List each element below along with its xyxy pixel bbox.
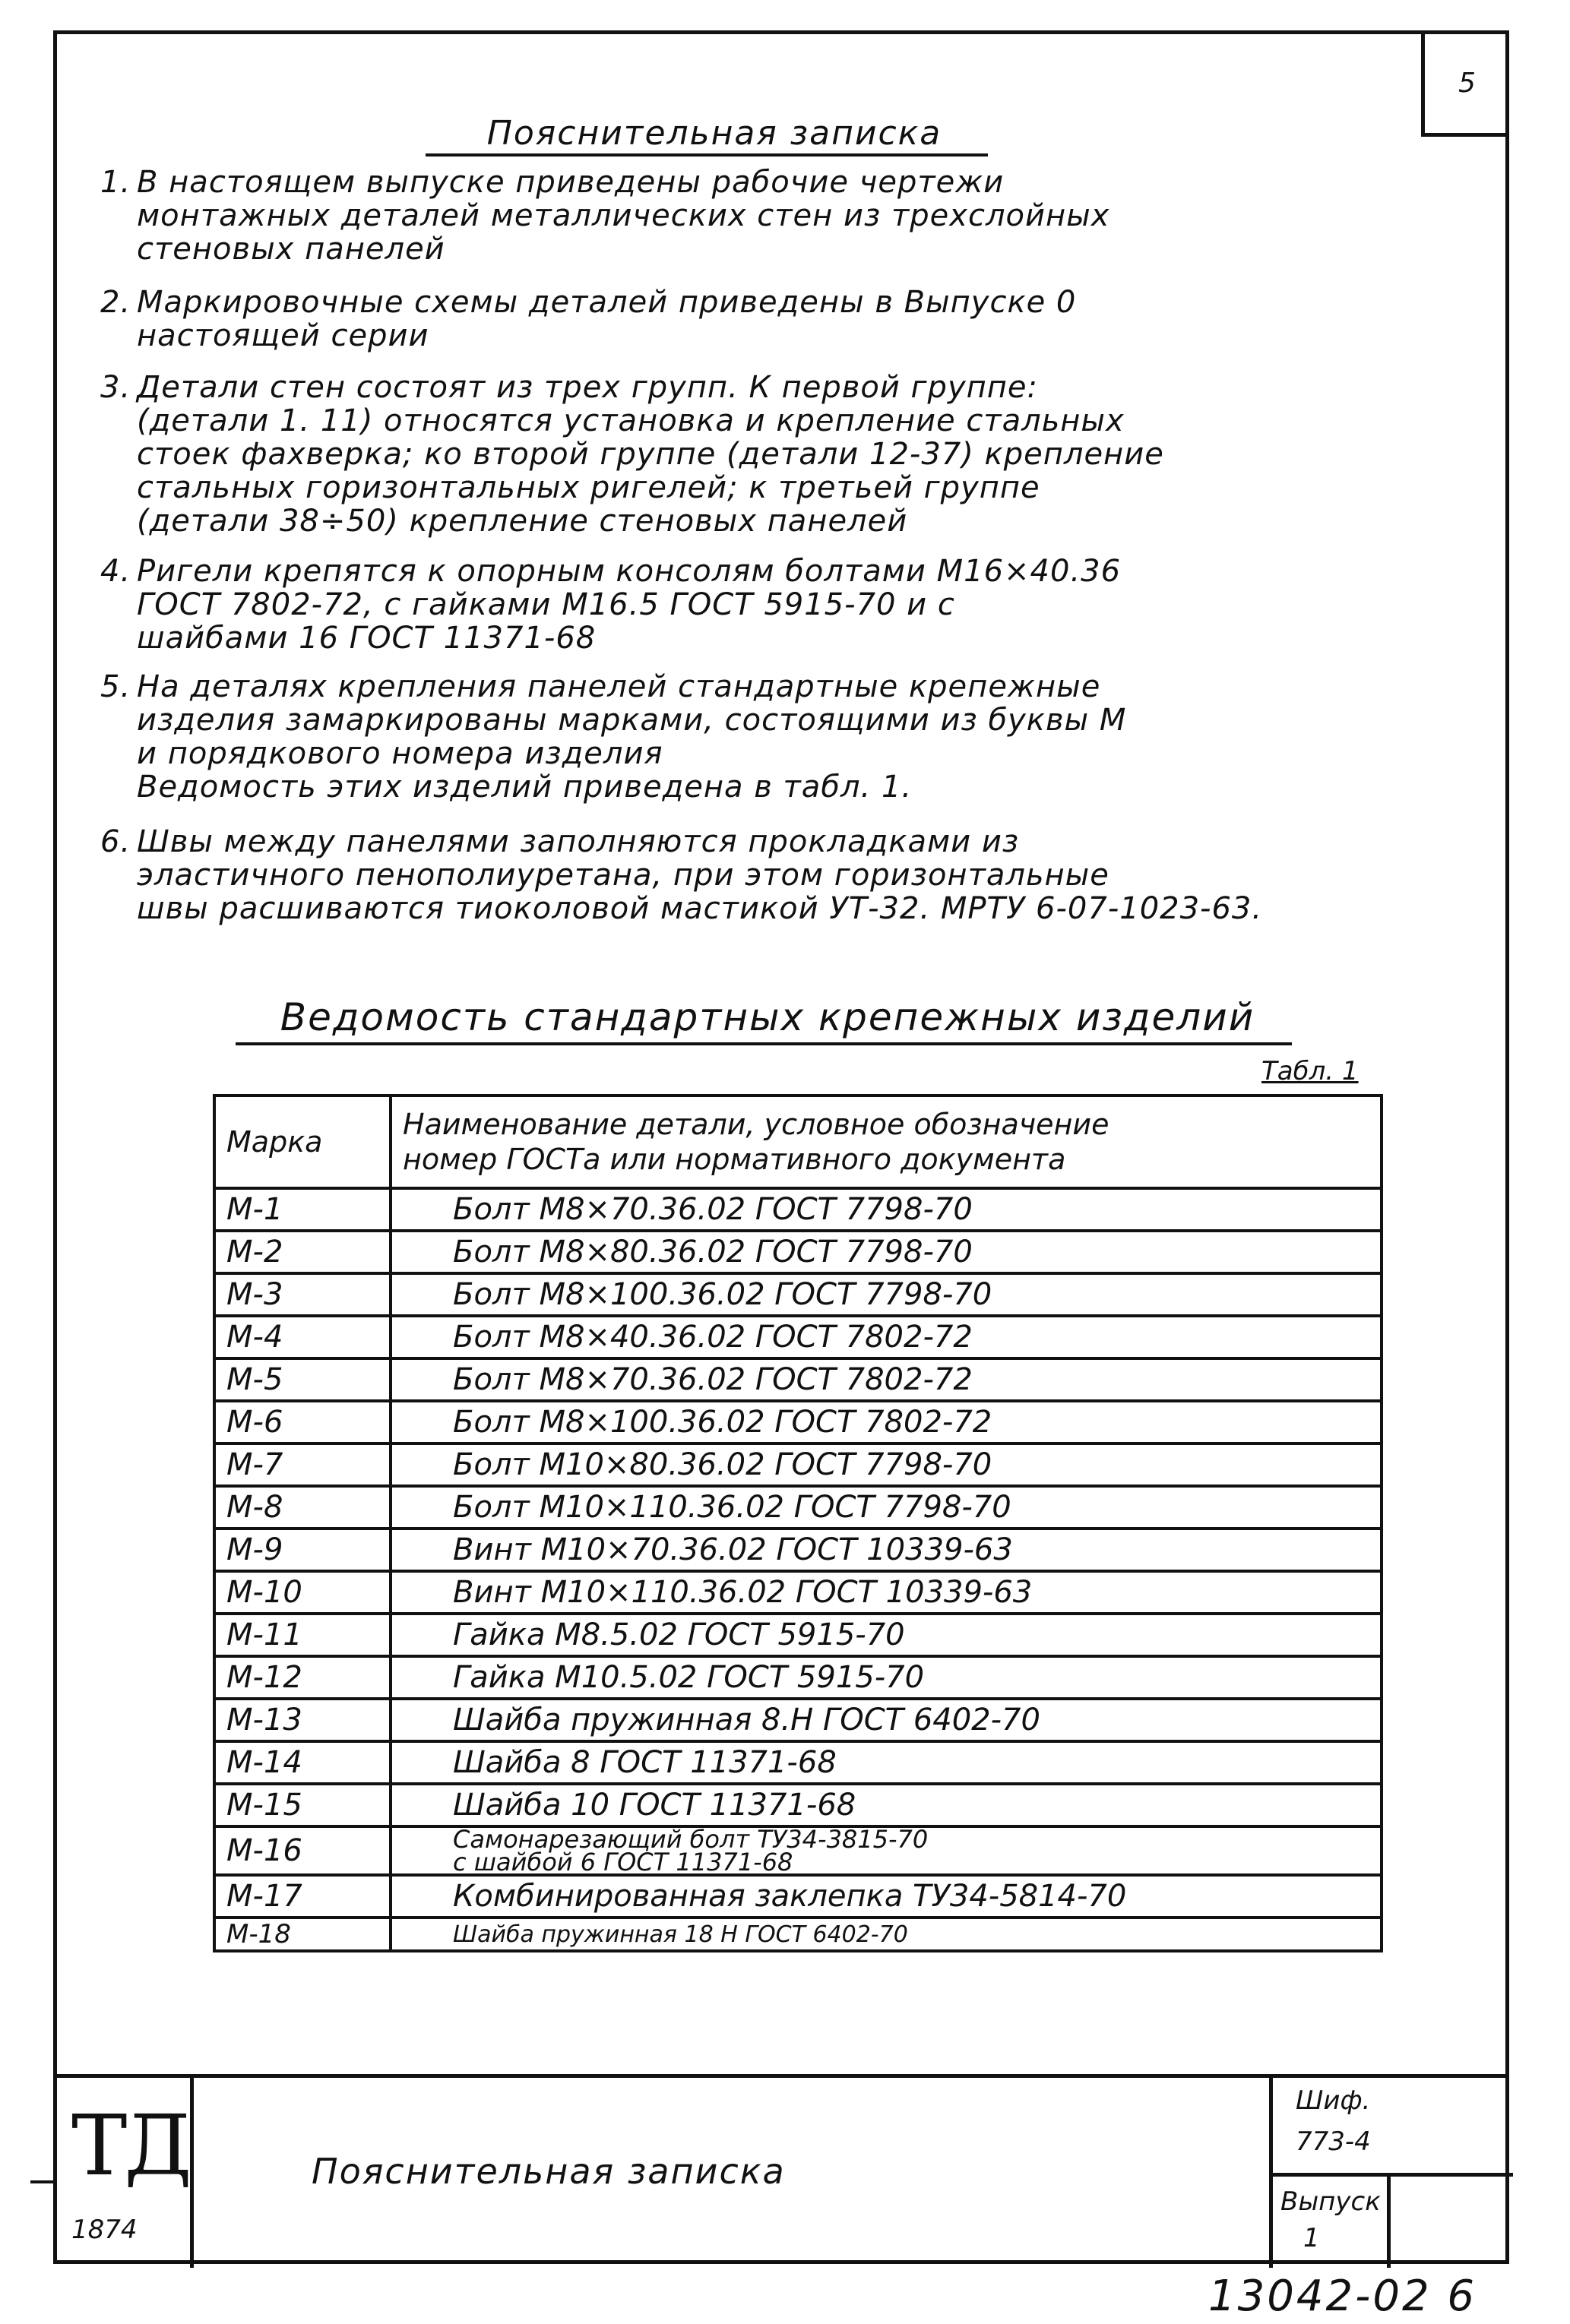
issue-label: Выпуск — [1280, 2186, 1381, 2217]
note-line: Ведомость этих изделий приведена в табл. 1. — [137, 770, 913, 805]
issue-divider — [1387, 2173, 1391, 2268]
note-line: шайбами 16 ГОСТ 11371-68 — [137, 621, 597, 656]
note-line: монтажных деталей металлических стен из трехслойных — [137, 198, 1110, 233]
row-name: Шайба 10 ГОСТ 11371-68 — [391, 1784, 1382, 1826]
row-mark: М-6 — [214, 1401, 391, 1443]
table-row — [214, 1571, 1382, 1614]
row-name: Комбинированная заклепка ТУ34-5814-70 — [391, 1875, 1382, 1918]
header-name — [391, 1096, 1382, 1188]
note-number: 6. — [100, 824, 131, 859]
note-4 — [100, 554, 1474, 656]
note-line: Швы между панелями заполняются прокладками из — [137, 824, 1020, 859]
row-mark: М-14 — [214, 1741, 391, 1784]
page-number: 5 — [1421, 33, 1509, 137]
row-name — [391, 1826, 1382, 1875]
table-title: Ведомость стандартных крепежных изделий — [280, 995, 1255, 1039]
table-row — [214, 1918, 1382, 1951]
note-number: 3. — [100, 370, 131, 405]
table-row — [214, 1231, 1382, 1273]
row-mark: М-3 — [214, 1273, 391, 1316]
note-1 — [100, 165, 1474, 267]
table-row — [214, 1656, 1382, 1699]
table-label: Табл. 1 — [1261, 1056, 1359, 1086]
note-line: стоек фахверка; ко второй группе (детали 12-37) крепление — [137, 437, 1164, 472]
table-title-underline — [236, 1042, 1292, 1045]
table-row — [214, 1316, 1382, 1358]
row-mark: М-10 — [214, 1571, 391, 1614]
table-row — [214, 1358, 1382, 1401]
row-mark: М-1 — [214, 1188, 391, 1231]
row-mark: М-16 — [214, 1826, 391, 1875]
table-row — [214, 1784, 1382, 1826]
note-line: стеновых панелей — [137, 232, 445, 267]
table-row — [214, 1401, 1382, 1443]
issue-value: 1 — [1303, 2223, 1320, 2253]
title-underline — [426, 153, 988, 157]
row-name: Болт М8×100.36.02 ГОСТ 7802-72 — [391, 1401, 1382, 1443]
row-name: Шайба пружинная 8.Н ГОСТ 6402-70 — [391, 1699, 1382, 1741]
note-number: 2. — [100, 285, 131, 320]
note-line: На деталях крепления панелей стандартные крепежные — [137, 669, 1101, 704]
note-5 — [100, 669, 1474, 805]
note-6 — [100, 824, 1474, 926]
table-row — [214, 1875, 1382, 1918]
row-name: Болт М10×110.36.02 ГОСТ 7798-70 — [391, 1486, 1382, 1529]
row-mark: М-4 — [214, 1316, 391, 1358]
logo-number: 1874 — [71, 2215, 138, 2245]
note-line: (детали 38÷50) крепление стеновых панелей — [137, 504, 908, 539]
row-mark: М-13 — [214, 1699, 391, 1741]
note-line: изделия замаркированы марками, состоящими из буквы М — [137, 703, 1127, 738]
issue-cell — [1273, 2173, 1387, 2268]
note-line: и порядкового номера изделия — [137, 736, 663, 771]
row-mark: М-12 — [214, 1656, 391, 1699]
title-block-title: Пояснительная записка — [312, 2151, 786, 2192]
note-line: эластичного пенополиуретана, при этом горизонтальные — [137, 858, 1109, 893]
note-line: стальных горизонтальных ригелей; к третьей группе — [137, 470, 1040, 505]
row-name: Шайба пружинная 18 Н ГОСТ 6402-70 — [391, 1918, 1382, 1951]
code-value: 773-4 — [1296, 2126, 1371, 2157]
row-mark: М-11 — [214, 1614, 391, 1656]
page-title: Пояснительная записка — [486, 114, 942, 153]
note-line: швы расшиваются тиоколовой мастикой УТ-32. МРТУ 6-07-1023-63. — [137, 891, 1263, 926]
row-name: Шайба 8 ГОСТ 11371-68 — [391, 1741, 1382, 1784]
note-line: В настоящем выпуске приведены рабочие чертежи — [137, 165, 1005, 200]
note-number: 5. — [100, 669, 131, 704]
fasteners-table — [213, 1094, 1383, 1952]
table-row — [214, 1741, 1382, 1784]
row-name: Болт М10×80.36.02 ГОСТ 7798-70 — [391, 1443, 1382, 1486]
note-line: Маркировочные схемы деталей приведены в Выпуске 0 — [137, 285, 1077, 320]
note-line: настоящей серии — [137, 318, 429, 353]
note-line: (детали 1. 11) относятся установка и крепление стальных — [137, 403, 1125, 438]
header-mark: Марка — [214, 1096, 391, 1188]
row-mark: М-18 — [214, 1918, 391, 1951]
table-row — [214, 1188, 1382, 1231]
row-name-line: с шайбой 6 ГОСТ 11371-68 — [453, 1848, 793, 1877]
margin-tick — [30, 2180, 53, 2183]
note-line: ГОСТ 7802-72, с гайками М16.5 ГОСТ 5915-70 и с — [137, 587, 955, 622]
footer-number: 13042-02 6 — [1208, 2272, 1477, 2321]
table-row — [214, 1826, 1382, 1875]
note-line: Ригели крепятся к опорным консолям болтами М16×40.36 — [137, 554, 1122, 589]
header-name-line: Наименование детали, условное обозначение — [403, 1108, 1109, 1141]
table-row — [214, 1443, 1382, 1486]
note-line: Детали стен состоят из трех групп. К первой группе: — [137, 370, 1038, 405]
table-row — [214, 1273, 1382, 1316]
row-mark: М-8 — [214, 1486, 391, 1529]
row-mark: М-2 — [214, 1231, 391, 1273]
code-cell — [1273, 2078, 1513, 2177]
row-name: Винт М10×110.36.02 ГОСТ 10339-63 — [391, 1571, 1382, 1614]
table-row — [214, 1529, 1382, 1571]
table-row — [214, 1614, 1382, 1656]
row-name: Винт М10×70.36.02 ГОСТ 10339-63 — [391, 1529, 1382, 1571]
row-name: Болт М8×80.36.02 ГОСТ 7798-70 — [391, 1231, 1382, 1273]
row-mark: М-7 — [214, 1443, 391, 1486]
note-3 — [100, 370, 1474, 539]
row-mark: М-9 — [214, 1529, 391, 1571]
row-mark: М-17 — [214, 1875, 391, 1918]
row-name: Болт М8×40.36.02 ГОСТ 7802-72 — [391, 1316, 1382, 1358]
title-block-logo-cell — [53, 2078, 194, 2268]
table-row — [214, 1486, 1382, 1529]
table-row — [214, 1699, 1382, 1741]
header-name-line: номер ГОСТа или нормативного документа — [403, 1143, 1066, 1176]
row-name: Болт М8×70.36.02 ГОСТ 7802-72 — [391, 1358, 1382, 1401]
table-header-row — [214, 1096, 1382, 1188]
row-name: Гайка М8.5.02 ГОСТ 5915-70 — [391, 1614, 1382, 1656]
row-name: Болт М8×100.36.02 ГОСТ 7798-70 — [391, 1273, 1382, 1316]
title-block-info — [1269, 2078, 1513, 2268]
title-block — [53, 2074, 1509, 2268]
row-name: Гайка М10.5.02 ГОСТ 5915-70 — [391, 1656, 1382, 1699]
note-number: 1. — [100, 165, 131, 200]
row-mark: М-5 — [214, 1358, 391, 1401]
row-mark: М-15 — [214, 1784, 391, 1826]
note-number: 4. — [100, 554, 131, 589]
note-2 — [100, 285, 1474, 353]
code-label: Шиф. — [1296, 2085, 1371, 2116]
row-name-line: Самонарезающий болт ТУ34-3815-70 — [453, 1825, 929, 1854]
row-name: Болт М8×70.36.02 ГОСТ 7798-70 — [391, 1188, 1382, 1231]
td-logo: ТД — [71, 2097, 189, 2194]
